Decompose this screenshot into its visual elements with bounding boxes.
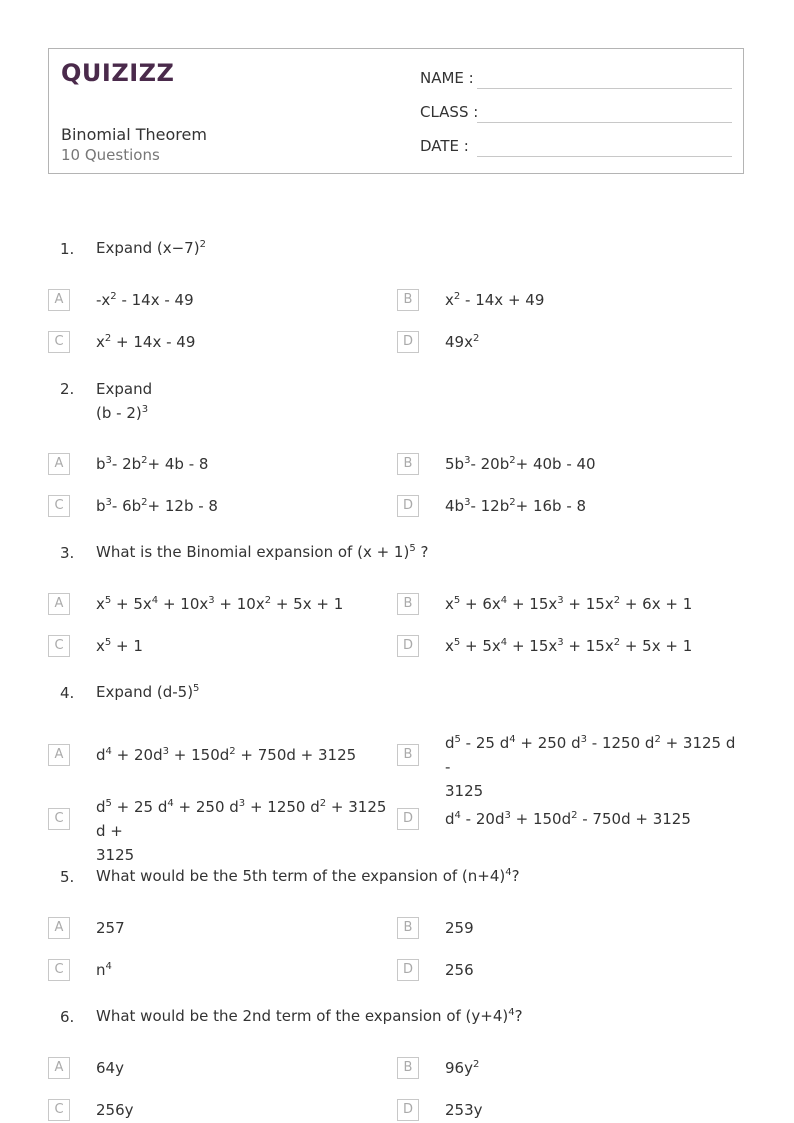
option-a-box[interactable]: A (48, 453, 70, 475)
question-number: 6. (60, 1008, 75, 1026)
option-b-box[interactable]: B (397, 917, 419, 939)
option-b-box[interactable]: B (397, 593, 419, 615)
option-d-box[interactable]: D (397, 331, 419, 353)
option-c-box[interactable]: C (48, 635, 70, 657)
option-d-box[interactable]: D (397, 635, 419, 657)
question-text: What is the Binomial expansion of $(x + 1)^5$ ? (96, 543, 429, 561)
option-a-box[interactable]: A (48, 593, 70, 615)
question-number: 5. (60, 868, 75, 886)
class-label: CLASS : (420, 103, 479, 121)
option-a-box[interactable]: A (48, 744, 70, 766)
option-d-text: 256 (445, 961, 474, 979)
option-a-box[interactable]: A (48, 1057, 70, 1079)
option-b-text: $x^2 - 14x + 49$ (445, 291, 545, 309)
option-d-box[interactable]: D (397, 495, 419, 517)
option-a-text: $d^4 + 20d^3 + 150d^2 + 750d + 3125$ (96, 746, 357, 764)
option-c-box[interactable]: C (48, 495, 70, 517)
name-label: NAME : (420, 69, 474, 87)
option-a-box[interactable]: A (48, 917, 70, 939)
option-b-box[interactable]: B (397, 744, 419, 766)
option-c-text: $x^5 + 1$ (96, 637, 143, 655)
question-text: What would be the 5th term of the expansion of $(n+4)^4$? (96, 867, 520, 885)
class-blank-line[interactable] (477, 122, 732, 123)
option-a-box[interactable]: A (48, 289, 70, 311)
option-c-text: $n^4$ (96, 961, 112, 979)
option-a-text: 64y (96, 1059, 124, 1077)
option-d-box[interactable]: D (397, 808, 419, 830)
name-blank-line[interactable] (477, 88, 732, 89)
question-count: 10 Questions (61, 146, 160, 164)
option-b-text: $96y^2$ (445, 1059, 480, 1077)
option-c-box[interactable]: C (48, 1099, 70, 1121)
question-text: Expand $(d-5)^5$ (96, 683, 200, 701)
option-c-text: $b^3-$ $6b^2+ 12b - 8$ (96, 497, 218, 515)
option-c-text: $d^5 + 25$ $d^4 + 250$ $d^3 + 1250$ $d^2 + 3125$ d + 3125 (96, 798, 387, 864)
question-number: 4. (60, 684, 75, 702)
option-c-box[interactable]: C (48, 331, 70, 353)
option-c-box[interactable]: C (48, 808, 70, 830)
option-d-text: $4b^3-$ $12b^2+ 16b - 8$ (445, 497, 587, 515)
quizizz-logo: QUIZIZZ (61, 59, 175, 87)
worksheet-title: Binomial Theorem (61, 125, 207, 144)
question-text: Expand $(x-7)^2$ (96, 239, 206, 257)
question-number: 2. (60, 380, 75, 398)
option-b-box[interactable]: B (397, 289, 419, 311)
option-d-text: $49x^2$ (445, 333, 480, 351)
date-blank-line[interactable] (477, 156, 732, 157)
question-number: 1. (60, 240, 75, 258)
option-a-text: $b^3-$ $2b^2+ 4b - 8$ (96, 455, 209, 473)
worksheet-header (48, 48, 744, 174)
option-a-text: $-x^2 - 14x - 49$ (96, 291, 194, 309)
option-b-text: $x^5 + 6x^4 + 15x^3 + 15x^2 + 6x + 1$ (445, 595, 693, 613)
question-text: Expand (b - 2)$^3$ (96, 380, 153, 422)
option-d-text: 253y (445, 1101, 483, 1119)
option-c-text: $x^2 + 14x - 49$ (96, 333, 196, 351)
option-d-text: $x^5 + 5x^4 + 15x^3 + 15x^2 + 5x + 1$ (445, 637, 693, 655)
option-b-text: $d^5 - 25$ $d^4 + 250$ $d^3 - 1250$ $d^2 + 3125$ d - 3125 (445, 734, 736, 800)
option-c-box[interactable]: C (48, 959, 70, 981)
option-a-text: $x^5 + 5x^4 + 10x^3 + 10x^2 + 5x + 1$ (96, 595, 344, 613)
option-b-text: $5b^3-$ $20b^2+ 40b - 40$ (445, 455, 596, 473)
option-d-box[interactable]: D (397, 1099, 419, 1121)
question-text: What would be the 2nd term of the expansion of $(y+4)^4$? (96, 1007, 523, 1025)
option-a-text: 257 (96, 919, 125, 937)
option-b-box[interactable]: B (397, 453, 419, 475)
option-c-text: 256y (96, 1101, 134, 1119)
option-d-box[interactable]: D (397, 959, 419, 981)
option-d-text: $d^4 - 20d^3 + 150d^2 - 750d + 3125$ (445, 810, 691, 828)
option-b-text: 259 (445, 919, 474, 937)
option-b-box[interactable]: B (397, 1057, 419, 1079)
date-label: DATE : (420, 137, 469, 155)
question-number: 3. (60, 544, 75, 562)
